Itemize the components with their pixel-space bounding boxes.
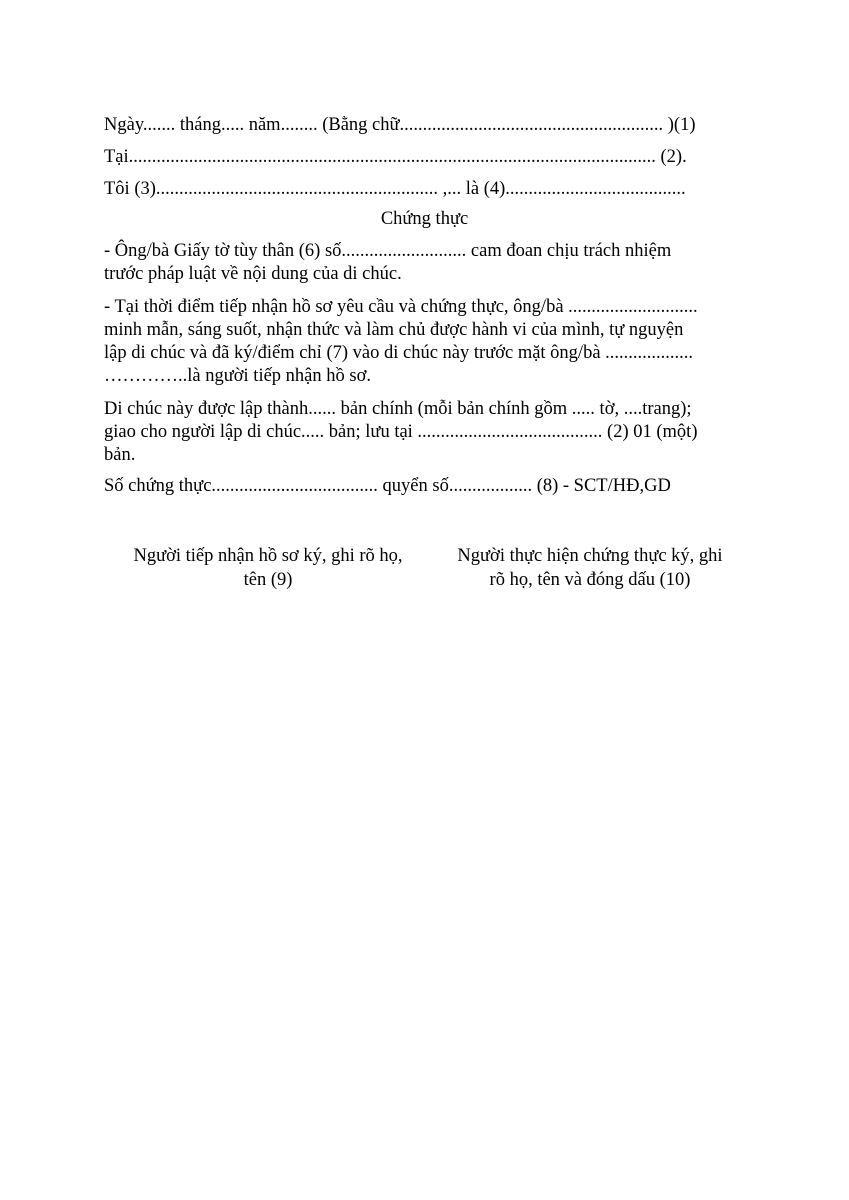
place-line: Tại.................................................................................................................. (2). — [104, 147, 687, 167]
paragraph-1-line-2: trước pháp luật về nội dung của di chúc. — [104, 264, 402, 284]
certifier-signature-block — [435, 544, 745, 592]
certification-number-line: Số chứng thực.................................... quyển số.................. (8) - SCT/HĐ,GD — [104, 476, 671, 496]
certifier-signature-label-line-2: rõ họ, tên và đóng dấu (10) — [489, 570, 691, 590]
declarant-line: Tôi (3)............................................................. ,... là (4)....................................... — [104, 179, 686, 199]
paragraph-2-line-3: lập di chúc và đã ký/điểm chỉ (7) vào di chúc này trước mặt ông/bà ................... — [104, 343, 694, 363]
paragraph-3-line-2: giao cho người lập di chúc..... bản; lưu tại ........................................ (2) 01 (một) — [104, 422, 698, 442]
receiver-signature-label-line-2: tên (9) — [243, 570, 293, 590]
receiver-signature-block — [108, 544, 428, 592]
receiver-signature-label-line-1: Người tiếp nhận hồ sơ ký, ghi rõ họ, — [133, 546, 403, 566]
section-heading: Chứng thực — [380, 209, 469, 229]
paragraph-2-line-1: - Tại thời điểm tiếp nhận hồ sơ yêu cầu và chứng thực, ông/bà ............................ — [104, 297, 698, 317]
paragraph-2-line-2: minh mẫn, sáng suốt, nhận thức và làm chủ được hành vi của mình, tự nguyện — [104, 320, 684, 340]
paragraph-2-line-4: …………..là người tiếp nhận hồ sơ. — [104, 366, 371, 386]
paragraph-1-line-1: - Ông/bà Giấy tờ tùy thân (6) số........................... cam đoan chịu trách nhiệm — [104, 241, 672, 261]
date-line: Ngày....... tháng..... năm........ (Bằng chữ......................................................... )(1) — [104, 115, 696, 135]
certifier-signature-label-line-1: Người thực hiện chứng thực ký, ghi — [457, 546, 723, 566]
paragraph-3-line-1: Di chúc này được lập thành...... bản chính (mỗi bản chính gồm ..... tờ, ....trang); — [104, 399, 692, 419]
paragraph-3-line-3: bản. — [104, 445, 136, 465]
